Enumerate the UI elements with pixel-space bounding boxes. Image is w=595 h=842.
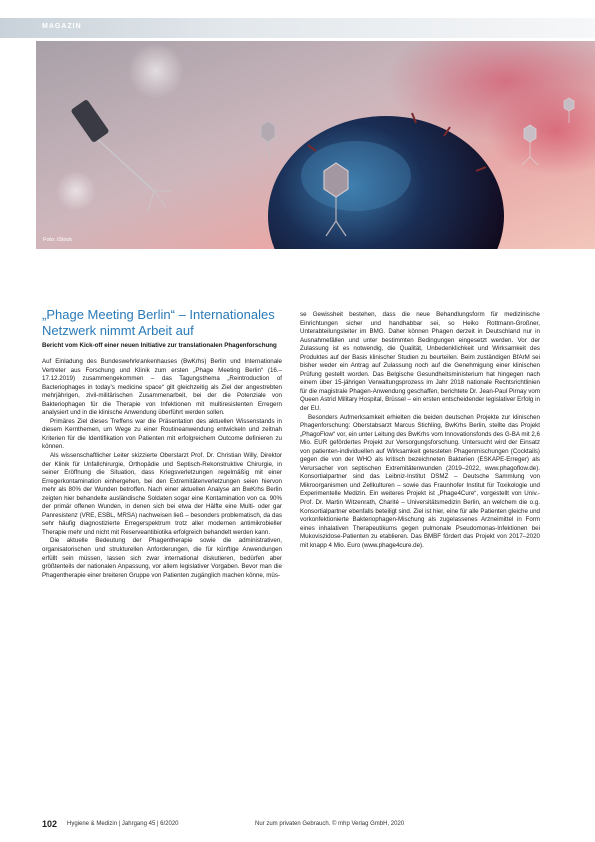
paragraph: Auf Einladung des Bundeswehrkrankenhauses (BwKrhs) Berlin und Internationale Vertreter aus Forschung und Klinik zum ersten „Phage Meeting Berlin“ (16.–17.12.2019) zusammengekommen – das Tagungsthema „Reintroduction of Bacteriophages in today’s medicine space“ gilt gleichzeitig als Ziel der angestrebten mehrjährigen, zivil-militärischen Zusammenarbeit, bei der die Potenziale von Bakteriophagen für die Therapie von Infektionen mit multiresistenten Erregern analysiert und in die klinische Anwendung überführt werden sollen. bbox=[42, 358, 282, 417]
paragraph: Die aktuelle Bedeutung der Phagentherapie sowie die administrativen, organisatorischen und strukturellen Anforderungen, die für künftige Anwendungen erfüllt sein müssen, lassen sich zwar international diskutieren, bedürfen aber größtenteils der nationalen Anpassung, vor allem legislativer Vorgaben. Bevor man die Phagentherapie einer breiteren Gruppe von Patienten zugänglich machen könne, müs- bbox=[42, 537, 282, 579]
section-header-bar bbox=[0, 18, 595, 38]
image-credit: Foto: iStock bbox=[43, 237, 73, 243]
paragraph: Als wissenschaftlicher Leiter skizzierte Oberstarzt Prof. Dr. Christian Willy, Direktor der Klinik für Unfallchirurgie, Orthopädie und Septisch-Rekonstruktive Chirurgie, in seiner Eröffnung die Situation, dass Kriegsverletzungen regelmäßig mit einer Erregerkontamination einhergehen, bei den Extremitätenverletzungen seien hiervon mehr als 80% der Wunden betroffen. Nach einer aktuellen Analyse am BwKrhs Berlin zeigten hier behandelte ausländische Soldaten sogar eine Kontamination von ca. 90% der primär offenen Wunden, in denen sich bei etwa der Hälfte eine Multi- oder gar Panresistenz (VRE, ESBL, MRSA) nachweisen ließ – besonders problematisch, da das sehr häufig diagnostizierte Erregerspektrum trotz aller modernen antimikrobieller Therapie mehr und nicht mit Reserveantibiotika erfolgreich behandelt werden kann. bbox=[42, 452, 282, 536]
article-headline: „Phage Meeting Berlin“ – Internationales Netzwerk nimmt Arbeit auf bbox=[42, 307, 275, 338]
article-column-left bbox=[42, 358, 282, 580]
journal-info: Hygiene & Medizin | Jahrgang 45 | 6/2020 bbox=[67, 821, 179, 827]
article-column-right bbox=[300, 311, 540, 550]
section-label: MAGAZIN bbox=[42, 23, 82, 30]
paragraph: se Gewissheit bestehen, dass die neue Behandlungsform für medizinische Einrichtungen sicher und handhabbar sei, so Heiko Rottmann-Großner, Unterabteilungsleiter im BMG. Daher können Phagen derzeit in Deutschland nur in Ausnahmefällen und unter bestimmten Bedingungen eingesetzt werden. Vor der Zulassung ist es notwendig, die Qualität, Unbedenklichkeit und Wirksamkeit des Produktes auf der Basis klinischer Studien zu beurteilen. Beim zuständigen BfArM sei bisher weder ein Antrag auf Zulassung noch auf die Genehmigung einer klinischen Prüfung gestellt worden. Das Belgische Gesundheitsministerium hat hingegen nach einem über 15-jährigen Verwaltungsprozess im Jahr 2018 nationale Rechtsrichtlinien für die magistrale Phagen-Anwendung geschaffen, berichtete Dr. Jean-Paul Pirnay vom Queen Astrid Military Hospital, Brüssel – ein ersten entscheidender legislativer Erfolg in der EU. bbox=[300, 311, 540, 413]
article-subhead: Bericht vom Kick-off einer neuen Initiative zur translationalen Phagenforschung bbox=[42, 342, 277, 349]
hero-image bbox=[36, 41, 595, 249]
page-number: 102 bbox=[42, 819, 58, 829]
paragraph: Besonders Aufmerksamkeit erhielten die beiden deutschen Projekte zur klinischen Phagenforschung: Oberstabsarzt Marcus Stichling, BwKrhs Berlin, stellte das Projekt „PhagoFlow“ vor, ein unter Leitung des BwKrhs vom Innovationsfonds des G-BA mit 2,6 Mio. EUR gefördertes Projekt zur Versorgungsforschung. Untersucht wird der Einsatz von patienten-individuellen auf Wirksamkeit getesteten Phagenmischungen (Cocktails) gegen die von der WHO als kritisch bezeichneten Bakterien (ESKAPE-Erreger) als Verursacher von septischen Extremitätenwunden (2019–2022, www.phagoflow.de). Konsortialpartner sind das Leibniz-Institut DSMZ – Deutsche Sammlung von Mikroorganismen und Zellkulturen – sowie das Fraunhofer Institut für Toxikologie und Experimentelle Medizin. Ein weiteres Projekt ist „Phage4Cure“, vorgestellt von Univ.-Prof. Dr. Martin Witzenrath, Charité – Universitätsmedizin Berlin, an welchem die o.g. Konsortialpartner ebenfalls beteiligt sind. Ziel ist hier, eine für alle Patienten gleiche und vorkonfektionierte Bakteriophagen-Mischung als zugelassenes Arzneimittel in Form eines inhalativen Therapeutikums gegen pulmonale Pseudomonas-Infektionen bei Mukoviszidose-Patienten zu etablieren. Das BMBF fördert das Projekt von 2017–2020 mit knapp 4 Mio. Euro (www.phage4cure.de). bbox=[300, 413, 540, 549]
copyright-notice: Nur zum privaten Gebrauch. © mhp Verlag GmbH, 2020 bbox=[255, 821, 405, 827]
paragraph: Primäres Ziel dieses Treffens war die Präsentation des aktuellen Wissenstands in diesem Kernthemen, um Wege zu einer Routineanwendung entwickeln und zeitnah Kriterien für die Identifikation von Patienten mit erfolgreichem Outcome definieren zu können. bbox=[42, 417, 282, 451]
